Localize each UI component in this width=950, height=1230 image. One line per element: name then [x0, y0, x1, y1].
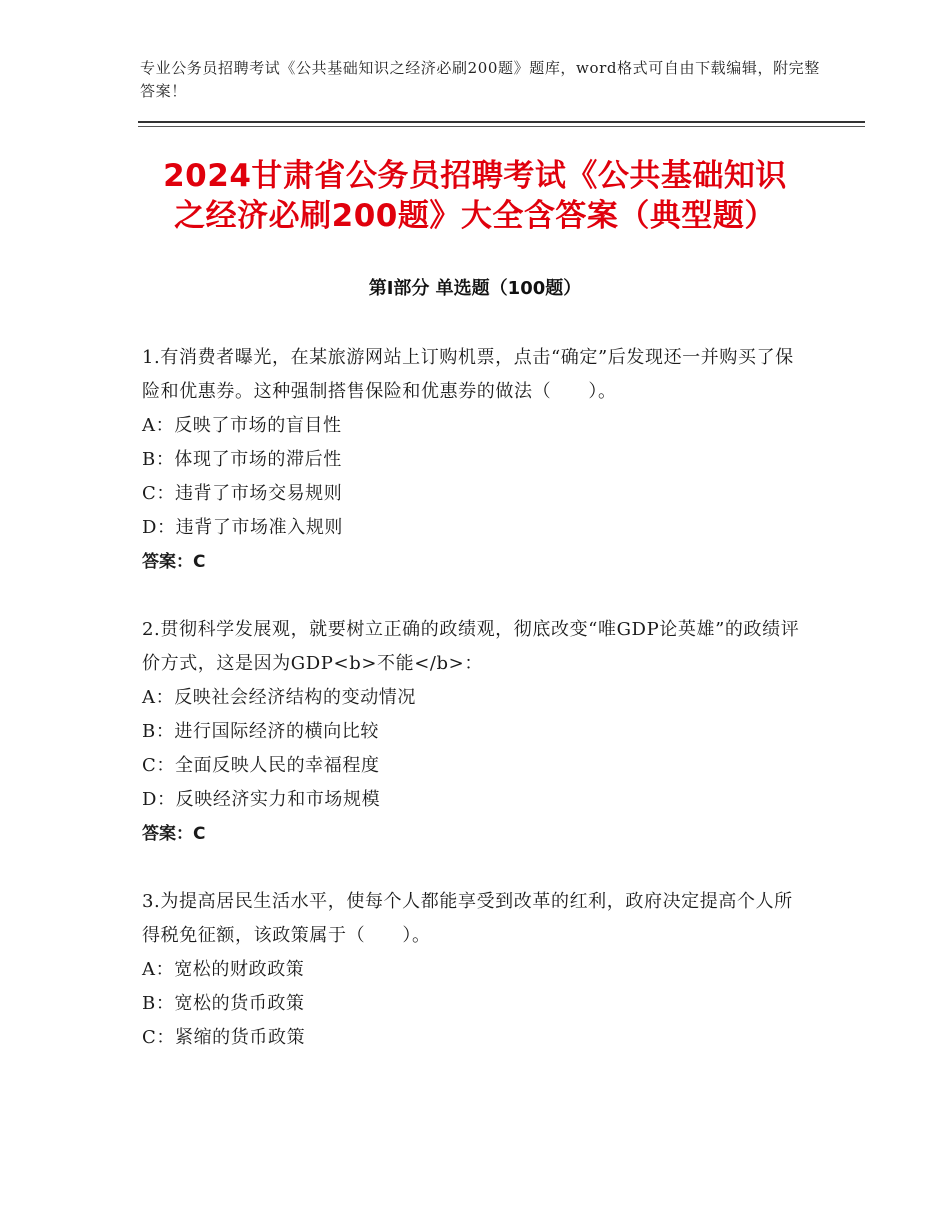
option-a: A：反映社会经济结构的变动情况: [142, 687, 416, 708]
option-b: B：体现了市场的滞后性: [142, 449, 342, 470]
section-title: 第Ⅰ部分 单选题（100题）: [368, 278, 582, 299]
document-title: [110, 156, 840, 236]
document-title-line-2: 之经济必刷200题》大全含答案（典型题）: [174, 198, 776, 234]
option-a: A：反映了市场的盲目性: [142, 415, 342, 436]
option-c: C：全面反映人民的幸福程度: [142, 755, 380, 776]
option-b: B：宽松的货币政策: [142, 993, 305, 1014]
document-title-line-1: 2024甘肃省公务员招聘考试《公共基础知识: [163, 158, 787, 194]
question-stem: 3.为提高居民生活水平，使每个人都能享受到改革的红利，政府决定提高个人所得税免征额，该政策属于（ ）。: [142, 891, 793, 946]
option-c: C：违背了市场交易规则: [142, 483, 343, 504]
question-stem: 2.贯彻科学发展观，就要树立正确的政绩观，彻底改变“唯GDP论英雄”的政绩评价方式，这是因为GDP<b>不能</b>：: [142, 619, 800, 674]
header-rule-thick: [138, 121, 865, 123]
question-1: [142, 341, 802, 579]
question-3: [142, 885, 802, 1055]
answer: 答案：C: [142, 552, 206, 572]
question-stem: 1.有消费者曝光，在某旅游网站上订购机票，点击“确定”后发现还一并购买了保险和优惠券。这种强制搭售保险和优惠券的做法（ ）。: [142, 347, 794, 402]
option-b: B：进行国际经济的横向比较: [142, 721, 380, 742]
question-list: [142, 341, 802, 1089]
header-note: 专业公务员招聘考试《公共基础知识之经济必刷200题》题库，word格式可自由下载编辑，附完整答案！: [140, 59, 820, 100]
option-d: D：违背了市场准入规则: [142, 517, 344, 538]
option-a: A：宽松的财政政策: [142, 959, 305, 980]
header-rule-thin: [138, 126, 865, 127]
option-c: C：紧缩的货币政策: [142, 1027, 306, 1048]
answer: 答案：C: [142, 824, 206, 844]
option-d: D：反映经济实力和市场规模: [142, 789, 381, 810]
question-2: [142, 613, 802, 851]
